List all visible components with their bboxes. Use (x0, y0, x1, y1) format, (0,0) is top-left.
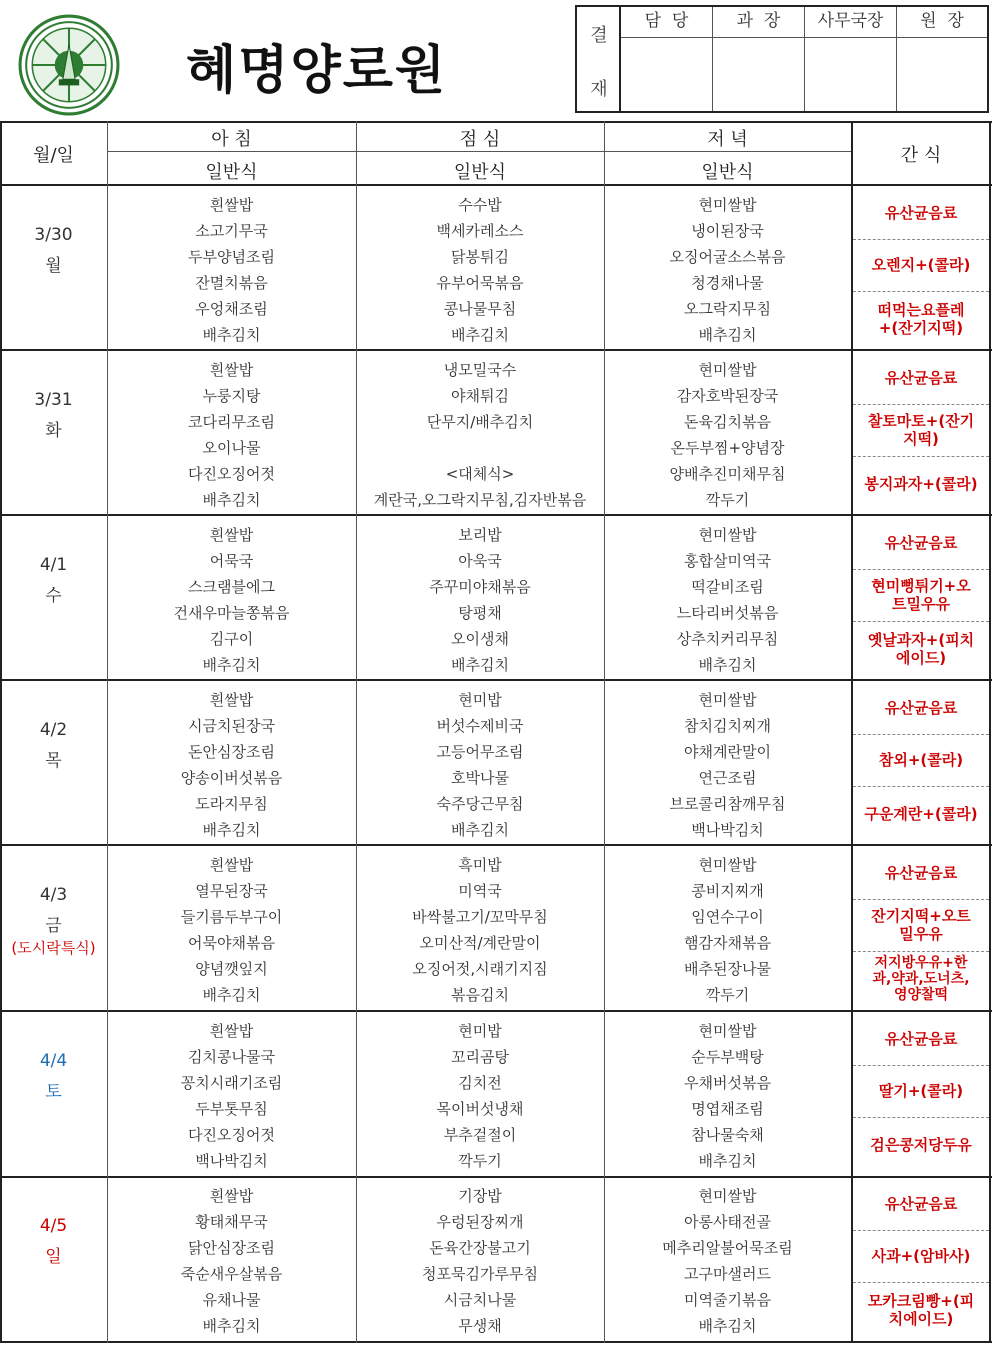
snack-item: 떠먹는요플레 +(잔기지떡) (877, 301, 965, 337)
menu-item: 황태채무국 (195, 1213, 268, 1231)
menu-item: 배추김치 (202, 1317, 261, 1335)
day-date: 4/4 (39, 1051, 68, 1071)
breakfast-header: 아 침 (211, 129, 252, 150)
menu-item: 오이나물 (202, 439, 261, 457)
menu-item: 냉모밀국수 (443, 361, 517, 379)
menu-item: 두부양념조림 (188, 248, 275, 266)
menu-item: 바싹불고기/꼬막무침 (412, 908, 548, 926)
menu-item: 김치콩나물국 (188, 1048, 275, 1066)
day-weekday: 월 (45, 256, 62, 276)
date-column-header: 월/일 (33, 145, 74, 166)
approval-cell-section-chief[interactable] (713, 7, 805, 111)
approval-cell-office-director[interactable] (805, 7, 897, 111)
lunch-header: 점 심 (459, 129, 501, 150)
snack-item: 봉지과자+(콜라) (864, 475, 978, 493)
day-date: 3/31 (34, 390, 73, 410)
lunch-items (356, 852, 604, 1017)
day-weekday: 일 (45, 1247, 62, 1267)
menu-item: 흰쌀밥 (209, 856, 254, 874)
menu-item: 홍합살미역국 (684, 552, 771, 570)
menu-item: 연근조림 (698, 769, 757, 787)
menu-item: 시금치나물 (443, 1291, 517, 1309)
menu-item: 코다리무조림 (188, 413, 275, 431)
menu-item: 참나물숙채 (691, 1126, 764, 1144)
menu-item: 현미쌀밥 (698, 856, 757, 874)
menu-item: 현미쌀밥 (698, 1022, 757, 1040)
menu-item: 아롱사태전골 (684, 1213, 771, 1231)
menu-item: 기장밥 (458, 1187, 502, 1205)
menu-item: 단무지/배추김치 (426, 413, 534, 431)
menu-item: 깍두기 (705, 491, 750, 509)
page-header (0, 0, 992, 118)
menu-item: 양배추진미채무침 (669, 465, 786, 483)
menu-item: 미역줄기볶음 (684, 1291, 771, 1309)
menu-item: 주꾸미야채볶음 (429, 578, 531, 596)
menu-item: 어묵야채볶음 (188, 934, 275, 952)
day-weekday: 금 (45, 916, 62, 936)
menu-item: 명엽채조림 (691, 1100, 764, 1118)
menu-item: 꼬리곰탕 (451, 1048, 509, 1066)
breakfast-items (107, 687, 356, 852)
menu-item: 양송이버섯볶음 (180, 769, 283, 787)
day-row (0, 352, 992, 517)
menu-item: 김치전 (458, 1074, 502, 1092)
menu-item: 돈안심장조림 (188, 743, 275, 761)
lunch-items (356, 522, 604, 687)
menu-item: 오징어젓,시래기지짐 (412, 960, 548, 978)
menu-item: 현미쌀밥 (698, 691, 757, 709)
approval-label-bottom: 재 (590, 79, 608, 100)
day-date: 4/1 (39, 555, 68, 575)
approval-cell-manager[interactable] (621, 7, 713, 111)
menu-item: 오그락지무침 (684, 300, 771, 318)
menu-item: 순두부백탕 (691, 1048, 764, 1066)
snack-item: 딸기+(콜라) (878, 1082, 964, 1100)
menu-item: 온두부찜+양념장 (670, 439, 785, 457)
menu-item: 우엉채조림 (195, 300, 268, 318)
menu-item: 배추김치 (698, 326, 757, 344)
menu-item: 탕평채 (458, 604, 502, 622)
menu-item: 현미밥 (458, 1022, 502, 1040)
menu-item: 백세카레소스 (436, 222, 524, 240)
menu-item: 어묵국 (209, 552, 254, 570)
menu-item: 우렁된장찌개 (436, 1213, 524, 1231)
snack-item: 잔기지떡+오트 밀우유 (871, 907, 971, 943)
menu-item: 숙주당근무침 (436, 795, 524, 813)
menu-item: 임연수구이 (691, 908, 764, 926)
menu-item: 수수밥 (458, 196, 502, 214)
menu-item: 배추김치 (698, 1152, 757, 1170)
menu-item: 야채튀김 (451, 387, 509, 405)
weekly-menu-table (0, 121, 992, 1344)
menu-item: 버섯수제비국 (436, 717, 524, 735)
menu-item: 배추된장나물 (684, 960, 771, 978)
approval-cell-director[interactable] (897, 7, 987, 111)
snack-item: 유산균음료 (884, 369, 958, 387)
lunch-type: 일반식 (453, 162, 507, 183)
menu-item: 누룽지탕 (202, 387, 261, 405)
menu-item: 미역국 (458, 882, 502, 900)
day-row (0, 847, 992, 1012)
menu-item: 콩비지찌개 (691, 882, 764, 900)
menu-item: 브로콜리참깨무침 (669, 795, 786, 813)
menu-item: 볶음김치 (451, 986, 509, 1004)
snack-item: 옛날과자+(피치 에이드) (867, 631, 975, 667)
menu-item: 오미산적/계란말이 (419, 934, 541, 952)
menu-item: 흑미밥 (458, 856, 502, 874)
menu-item: 우채버섯볶음 (684, 1074, 771, 1092)
menu-item: 보리밥 (458, 526, 502, 544)
menu-item: 돈육김치볶음 (684, 413, 771, 431)
day-weekday: 수 (45, 586, 62, 606)
approval-role: 담 당 (621, 7, 712, 38)
lunch-items (356, 1018, 604, 1183)
day-row (0, 187, 992, 352)
menu-item: 콩나물무침 (443, 300, 517, 318)
snack-item: 유산균음료 (884, 864, 958, 882)
menu-item: 배추김치 (451, 326, 509, 344)
menu-item: 배추김치 (698, 1317, 757, 1335)
day-weekday: 목 (45, 751, 62, 771)
menu-item: 느타리버섯볶음 (676, 604, 779, 622)
menu-item: 소고기무국 (195, 222, 268, 240)
menu-item: 깍두기 (458, 1152, 502, 1170)
menu-item: 돈육간장불고기 (429, 1239, 531, 1257)
menu-item: 다진오징어젓 (188, 465, 275, 483)
menu-item: 양념깻잎지 (195, 960, 268, 978)
dinner-items (604, 687, 851, 852)
menu-item: 닭안심장조림 (188, 1239, 275, 1257)
menu-item: 들기름두부구이 (180, 908, 283, 926)
menu-item: 오징어굴소스볶음 (669, 248, 786, 266)
dinner-type: 일반식 (701, 162, 754, 183)
breakfast-items (107, 522, 356, 687)
day-date: 4/2 (39, 720, 68, 740)
menu-item: 야채계란말이 (684, 743, 771, 761)
menu-item: 흰쌀밥 (209, 196, 254, 214)
snack-item: 현미뻥튀기+오 트밀우유 (871, 577, 971, 613)
menu-item: 흰쌀밥 (209, 691, 254, 709)
menu-item: 잔멸치볶음 (195, 274, 268, 292)
approval-role: 과 장 (713, 7, 804, 38)
menu-item: 배추김치 (202, 656, 261, 674)
menu-item: 오이생채 (451, 630, 509, 648)
dinner-items (604, 357, 851, 522)
menu-item: 청경채나물 (691, 274, 764, 292)
menu-item: 유부어묵볶음 (436, 274, 524, 292)
menu-item: 고구마샐러드 (684, 1265, 771, 1283)
snack-item: 모카크림빵+(피 치에이드) (867, 1292, 975, 1328)
approval-role: 사무국장 (805, 7, 896, 38)
lunch-items (356, 192, 604, 357)
menu-item: 깍두기 (705, 986, 750, 1004)
menu-item: 현미쌀밥 (698, 526, 757, 544)
menu-item: 목이버섯냉채 (436, 1100, 524, 1118)
day-note: (도시락특식) (11, 939, 96, 957)
breakfast-items (107, 192, 356, 357)
snack-item: 유산균음료 (884, 1030, 958, 1048)
snack-item: 찰토마토+(잔기 지떡) (867, 412, 975, 448)
menu-item: 냉이된장국 (691, 222, 764, 240)
menu-item: 도라지무침 (195, 795, 268, 813)
day-row (0, 1178, 992, 1343)
day-row (0, 1013, 992, 1178)
menu-item: 떡갈비조림 (691, 578, 764, 596)
menu-item: 참치김치찌개 (684, 717, 771, 735)
breakfast-items (107, 852, 356, 1017)
menu-item: 죽순새우살볶음 (180, 1265, 283, 1283)
snack-item: 저지방우유+한 과,약과,도너츠, 영양찰떡 (872, 955, 970, 1003)
snack-item: 사과+(암바사) (871, 1247, 971, 1265)
snack-item: 유산균음료 (884, 204, 958, 222)
menu-item: 현미쌀밥 (698, 196, 757, 214)
approval-label (577, 7, 621, 111)
lunch-items (356, 357, 604, 522)
menu-item: 다진오징어젓 (188, 1126, 275, 1144)
menu-item: 상추치커리무침 (676, 630, 779, 648)
menu-item: 김구이 (209, 630, 254, 648)
day-weekday: 화 (45, 421, 62, 441)
menu-item: 청포묵김가루무침 (422, 1265, 538, 1283)
menu-item: 시금치된장국 (188, 717, 275, 735)
menu-item: 배추김치 (202, 326, 261, 344)
dinner-items (604, 1183, 851, 1348)
menu-item: 백나박김치 (691, 821, 764, 839)
breakfast-items (107, 1183, 356, 1348)
menu-item: 흰쌀밥 (209, 1022, 254, 1040)
menu-item: 건새우마늘쫑볶음 (173, 604, 290, 622)
breakfast-type: 일반식 (205, 162, 258, 183)
snack-item: 유산균음료 (884, 699, 958, 717)
snack-item: 구운계란+(콜라) (864, 805, 978, 823)
menu-item: 호박나물 (451, 769, 509, 787)
menu-item: 스크램블에그 (188, 578, 275, 596)
dinner-items (604, 192, 851, 357)
page-title: 혜명양로원 (186, 41, 448, 101)
snack-header: 간 식 (900, 145, 942, 166)
menu-item: 배추김치 (451, 656, 509, 674)
menu-item: 배추김치 (698, 656, 757, 674)
breakfast-items (107, 357, 356, 522)
menu-item: 흰쌀밥 (209, 1187, 254, 1205)
dinner-header: 저 녁 (707, 129, 748, 150)
snack-item: 오렌지+(콜라) (871, 256, 971, 274)
menu-item: 현미쌀밥 (698, 1187, 757, 1205)
day-row (0, 682, 992, 847)
menu-item: 햄감자채볶음 (684, 934, 771, 952)
dinner-items (604, 522, 851, 687)
menu-item: 흰쌀밥 (209, 526, 254, 544)
day-weekday: 토 (45, 1082, 62, 1102)
menu-item: 메추리알불어묵조림 (662, 1239, 793, 1257)
menu-item: 배추김치 (202, 986, 261, 1004)
menu-item: 고등어무조림 (436, 743, 524, 761)
dinner-items (604, 852, 851, 1017)
menu-item: 배추김치 (202, 821, 261, 839)
menu-item: 감자호박된장국 (676, 387, 779, 405)
approval-role: 원 장 (897, 7, 987, 38)
menu-item: 배추김치 (202, 491, 261, 509)
lunch-items (356, 1183, 604, 1348)
snack-item: 유산균음료 (884, 1195, 958, 1213)
menu-item: <대체식> (445, 465, 515, 483)
day-date: 4/3 (39, 885, 68, 905)
menu-item: 아욱국 (458, 552, 502, 570)
menu-item: 유채나물 (202, 1291, 261, 1309)
menu-item: 열무된장국 (195, 882, 268, 900)
menu-item: 꽁치시래기조림 (180, 1074, 283, 1092)
menu-item (356, 435, 604, 461)
snack-item: 검은콩저당두유 (870, 1136, 972, 1154)
day-date: 4/5 (39, 1216, 68, 1236)
day-date: 3/30 (34, 225, 73, 245)
breakfast-items (107, 1018, 356, 1183)
menu-item: 배추김치 (451, 821, 509, 839)
menu-item: 현미밥 (458, 691, 502, 709)
snack-item: 참외+(콜라) (878, 751, 964, 769)
menu-item: 계란국,오그락지무침,김자반볶음 (373, 491, 587, 509)
approval-label-top: 결 (590, 25, 608, 46)
menu-item: 현미쌀밥 (698, 361, 757, 379)
menu-item: 닭봉튀김 (451, 248, 509, 266)
menu-item: 두부톳무침 (195, 1100, 268, 1118)
menu-item: 무생채 (458, 1317, 502, 1335)
dinner-items (604, 1018, 851, 1183)
menu-item: 백나박김치 (195, 1152, 268, 1170)
menu-item: 부추겉절이 (443, 1126, 517, 1144)
day-row (0, 517, 992, 682)
approval-box (575, 5, 989, 113)
snack-item: 유산균음료 (884, 534, 958, 552)
lunch-items (356, 687, 604, 852)
menu-item: 흰쌀밥 (209, 361, 254, 379)
dharma-wheel-logo-icon (18, 14, 120, 116)
